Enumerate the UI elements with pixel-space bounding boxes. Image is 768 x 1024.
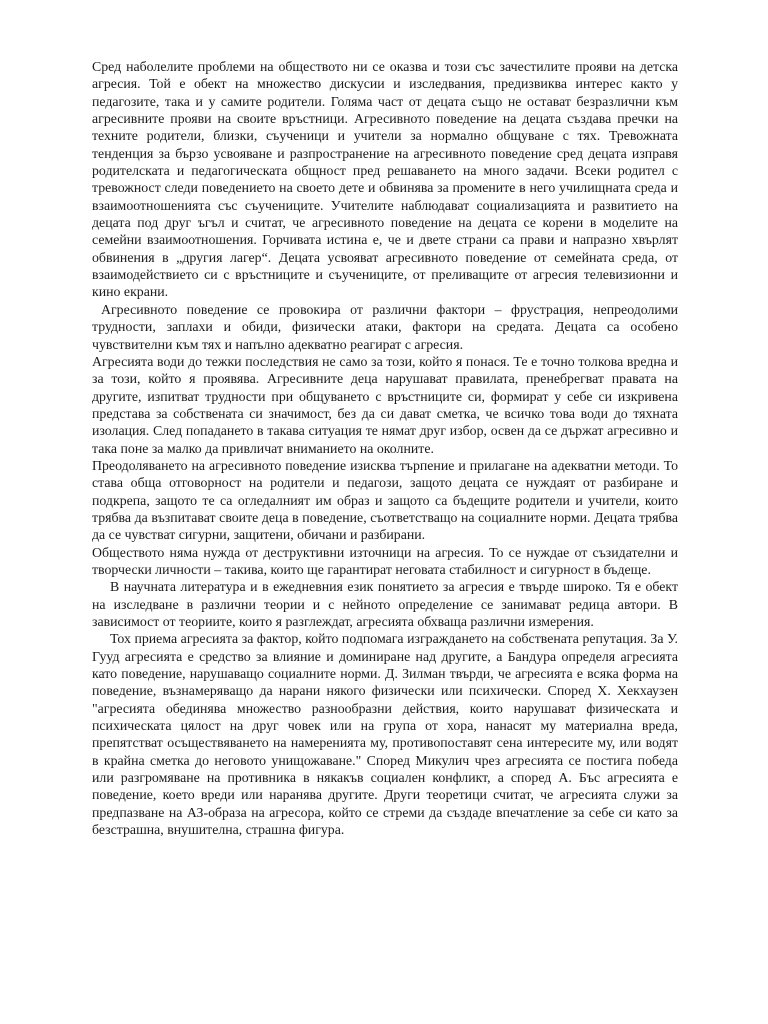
paragraph-society: Обществото няма нужда от деструктивни източници на агресия. То се нуждае от съзидателни и творчески личности – такива, които ще гарантират неговата стабилност и сигурност в бъдеще. [92, 544, 678, 577]
paragraph-consequences: Агресията води до тежки последствия не само за този, който я понася. Те е точно толкова вредна и за този, който я проявява. Агресивните деца нарушават правилата, пренебрегват правата на другите, изпитват трудности при общуването с връстниците си, формират у себе си изкривена представа за собствената си значимост, без да си дават сметка, че всичко това води до тяхната изолация. След попадането в такава ситуация те нямат друг избор, освен да се държат агресивно и така поне за малко да привличат вниманието на околните. [92, 353, 678, 456]
paragraph-factors: Агресивното поведение се провокира от различни фактори – фрустрация, непреодолими трудности, заплахи и обиди, физически атаки, фактори на средата. Децата са особено чувствителни към тях и напълно адекватно реагират с агресия. [92, 301, 678, 352]
document-body [92, 58, 678, 838]
paragraph-overcoming: Преодоляването на агресивното поведение изисква търпение и прилагане на адекватни методи. То става обща отговорност на родители и педагози, защото децата се нуждаят от разбиране и подкрепа, защото те са огледалният им образ и защото са бъдещите родители и учители, които трябва да възпитават своите деца в поведение, съответстващо на социалните норми. Децата трябва да се чувстват сигурни, защитени, обичани и разбирани. [92, 457, 678, 543]
paragraph-definitions: Тох приема агресията за фактор, който подпомага изграждането на собствената репутация. За У. Гууд агресията е средство за влияние и доминиране над другите, а Бандура определя агресията като поведение, нарушаващо социалните норми. Д. Зилман твърди, че агресията е всяка форма на поведение, възнамеряващо да нарани някого физически или психически. Според Х. Хекхаузен "агресията обединява множество разнообразни действия, които нарушават физическата и психическата цялост на друг човек или на група от хора, нанасят му материална вреда, препятстват осъществяването на намеренията му, противопоставят сена интересите му, или водят в крайна сметка до неговото унищожаване." Според Микулич чрез агресията се постига победа или разгромяване на противника в някакъв социален конфликт, а според А. Бъс агресията е поведение, което вреди или наранява другите. Други теоретици считат, че агресията служи за предпазване на АЗ-образа на агресора, който се стреми да създаде впечатление за себе си като за безстрашна, внушителна, страшна фигура. [92, 631, 678, 838]
paragraph-literature: В научната литература и в ежедневния език понятието за агресия е твърде широко. Тя е обект на изследване в различни теории и с нейното определение се занимават редица автори. В зависимост от теориите, които я разглеждат, агресията обхваща различни измерения. [92, 579, 678, 629]
paragraph-intro: Сред наболелите проблеми на обществото ни се оказва и този със зачестилите прояви на детска агресия. Той е обект на множество дискусии и изследвания, предизвиква интерес както у педагозите, така и у самите родители. Голяма част от децата също не остават безразлични към агресивните прояви на своите връстници. Агресивното поведение на децата създава пречки на техните родители, близки, съученици и учители за нормално общуване с тях. Тревожната тенденция за бързо усвояване и разпространение на агресивното поведение сред децата изправя родителската и педагогическата общност пред решаването на много задачи. Всеки родител с тревожност следи поведението на своето дете и обвинява за промените в него училищната среда и взаимоотношенията със съучениците. Учителите наблюдават социализацията и развитието на децата под друг ъгъл и считат, че агресивното поведение на децата се корени в моделите на семейни взаимоотношения. Горчивата истина е, че и двете страни са прави и напразно хвърлят обвинения в „другия лагер“. Децата усвояват агресивното поведение от семейната среда, от взаимодействието си с връстниците и съучениците, от преливащите от агресия телевизионни и кино екрани. [92, 59, 678, 300]
